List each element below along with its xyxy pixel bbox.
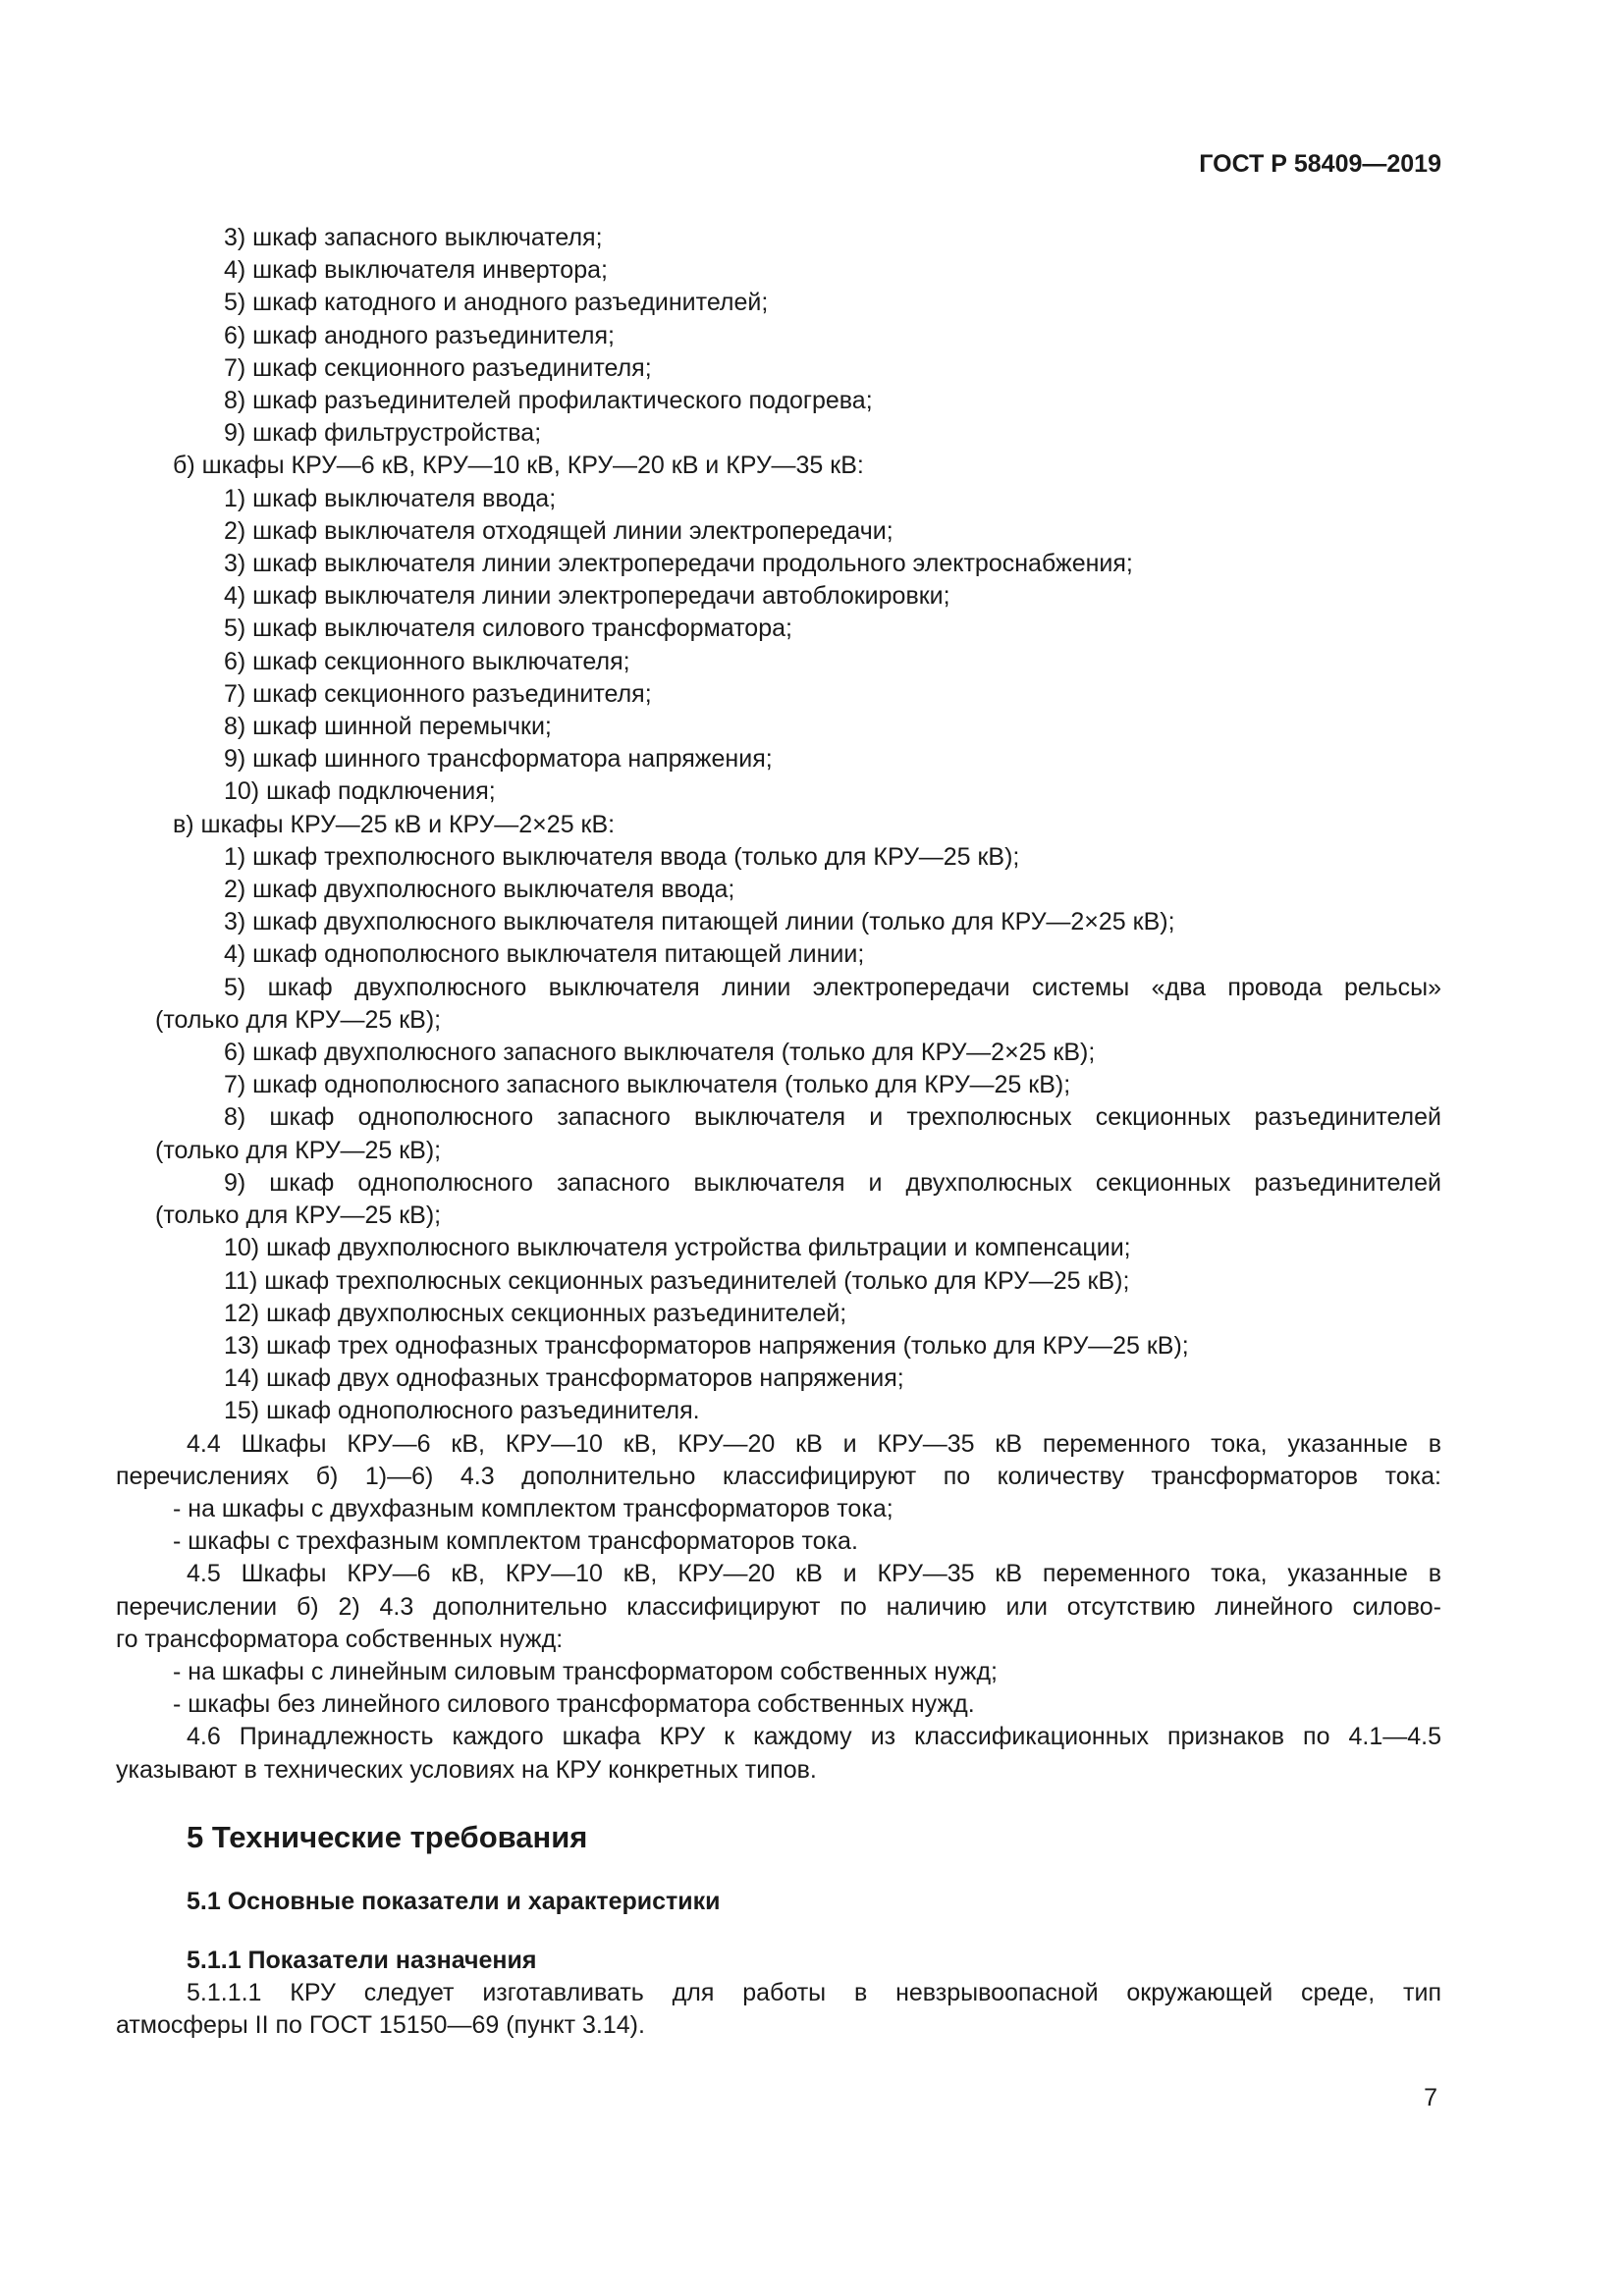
dash-item: - на шкафы с двухфазным комплектом трансформаторов тока; (173, 1494, 893, 1522)
list-item: 4) шкаф однополюсного выключателя питающей линии; (224, 940, 865, 969)
list-item: 5) шкаф катодного и анодного разъединителей; (224, 289, 769, 317)
paragraph-line: 4.4 Шкафы КРУ—6 кВ, КРУ—10 кВ, КРУ—20 кВ и КРУ—35 кВ переменного тока, указанные в (187, 1429, 1441, 1458)
list-item: 3) шкаф двухполюсного выключателя питающей линии (только для КРУ—2×25 кВ); (224, 908, 1175, 936)
list-item: 6) шкаф двухполюсного запасного выключателя (только для КРУ—2×25 кВ); (224, 1039, 1096, 1067)
list-item: 8) шкаф однополюсного запасного выключателя и трехполюсных секционных разъединителей (224, 1103, 1441, 1132)
list-item: 2) шкаф двухполюсного выключателя ввода; (224, 876, 735, 904)
paragraph-line: атмосферы II по ГОСТ 15150—69 (пункт 3.14). (116, 2010, 645, 2039)
list-item: 9) шкаф однополюсного запасного выключателя и двухполюсных секционных разъединителей (224, 1168, 1441, 1197)
paragraph-line: 5.1.1.1 КРУ следует изготавливать для работы в невзрывоопасной окружающей среде, тип (187, 1978, 1441, 2006)
list-item-continuation: (только для КРУ—25 кВ); (155, 1201, 442, 1230)
list-item: 14) шкаф двух однофазных трансформаторов напряжения; (224, 1364, 904, 1393)
paragraph-5-1-1-1 (116, 1977, 1441, 2042)
list-a-continued (116, 222, 1441, 450)
list-item-continuation: (только для КРУ—25 кВ); (155, 1136, 442, 1164)
list-item: 12) шкаф двухполюсных секционных разъединителей; (224, 1299, 847, 1327)
list-b (116, 483, 1441, 809)
list-item: 5) шкаф выключателя силового трансформатора; (224, 614, 792, 643)
paragraph-4-5 (116, 1558, 1441, 1721)
document-header: ГОСТ Р 58409—2019 (1199, 150, 1441, 178)
paragraph-line: перечислении б) 2) 4.3 дополнительно классифицируют по наличию или отсутствию линейного силово- (116, 1592, 1441, 1621)
list-item: 15) шкаф однополюсного разъединителя. (224, 1397, 700, 1425)
page-number: 7 (1424, 2084, 1437, 2111)
document-body (116, 222, 1441, 2042)
list-b-heading: б) шкафы КРУ—6 кВ, КРУ—10 кВ, КРУ—20 кВ и КРУ—35 кВ: (173, 452, 864, 480)
list-v (116, 841, 1441, 1428)
list-item: 7) шкаф секционного разъединителя; (224, 679, 652, 708)
dash-item: - шкафы без линейного силового трансформатора собственных нужд. (173, 1690, 975, 1719)
list-item: 3) шкаф выключателя линии электропередачи продольного электроснабжения; (224, 550, 1133, 578)
list-item: 4) шкаф выключателя линии электропередачи автоблокировки; (224, 582, 950, 611)
list-item: 9) шкаф фильтрустройства; (224, 419, 542, 448)
list-item: 5) шкаф двухполюсного выключателя линии электропередачи системы «два провода рельсы» (224, 973, 1441, 1001)
paragraph-4-4 (116, 1428, 1441, 1559)
list-item: 11) шкаф трехполюсных секционных разъединителей (только для КРУ—25 кВ); (224, 1266, 1130, 1295)
list-item: 9) шкаф шинного трансформатора напряжения; (224, 745, 773, 774)
list-item-continuation: (только для КРУ—25 кВ); (155, 1005, 442, 1034)
list-item: 8) шкаф шинной перемычки; (224, 713, 552, 741)
list-item: 10) шкаф двухполюсного выключателя устройства фильтрации и компенсации; (224, 1234, 1131, 1262)
subsection-heading-5-1-1: 5.1.1 Показатели назначения (187, 1946, 537, 1974)
paragraph-4-6 (116, 1721, 1441, 1786)
list-item: 6) шкаф анодного разъединителя; (224, 321, 615, 349)
list-item: 7) шкаф секционного разъединителя; (224, 353, 652, 382)
section-heading-5: 5 Технические требования (187, 1819, 588, 1854)
paragraph-line: 4.5 Шкафы КРУ—6 кВ, КРУ—10 кВ, КРУ—20 кВ и КРУ—35 кВ переменного тока, указанные в (187, 1560, 1441, 1588)
list-item: 8) шкаф разъединителей профилактического подогрева; (224, 387, 873, 415)
list-v-heading: в) шкафы КРУ—25 кВ и КРУ—2×25 кВ: (173, 810, 616, 838)
list-item: 6) шкаф секционного выключателя; (224, 647, 630, 675)
dash-item: - шкафы с трехфазным комплектом трансформаторов тока. (173, 1527, 858, 1556)
paragraph-line: 4.6 Принадлежность каждого шкафа КРУ к каждому из классификационных признаков по 4.1—4.5 (187, 1723, 1441, 1751)
list-item: 3) шкаф запасного выключателя; (224, 224, 603, 251)
list-item: 2) шкаф выключателя отходящей линии электропередачи; (224, 516, 893, 545)
list-item: 1) шкаф выключателя ввода; (224, 484, 557, 512)
list-item: 4) шкаф выключателя инвертора; (224, 256, 608, 285)
subsection-heading-5-1: 5.1 Основные показатели и характеристики (187, 1887, 721, 1915)
list-item: 1) шкаф трехполюсного выключателя ввода (только для КРУ—25 кВ); (224, 842, 1020, 871)
dash-item: - на шкафы с линейным силовым трансформатором собственных нужд; (173, 1657, 999, 1685)
list-item: 13) шкаф трех однофазных трансформаторов напряжения (только для КРУ—25 кВ); (224, 1331, 1189, 1360)
list-item: 7) шкаф однополюсного запасного выключателя (только для КРУ—25 кВ); (224, 1071, 1071, 1099)
paragraph-line: го трансформатора собственных нужд: (116, 1625, 564, 1653)
list-item: 10) шкаф подключения; (224, 777, 496, 806)
paragraph-line: перечислениях б) 1)—6) 4.3 дополнительно классифицируют по количеству трансформаторов тока: (116, 1462, 1441, 1490)
paragraph-line: указывают в технических условиях на КРУ конкретных типов. (116, 1755, 817, 1784)
